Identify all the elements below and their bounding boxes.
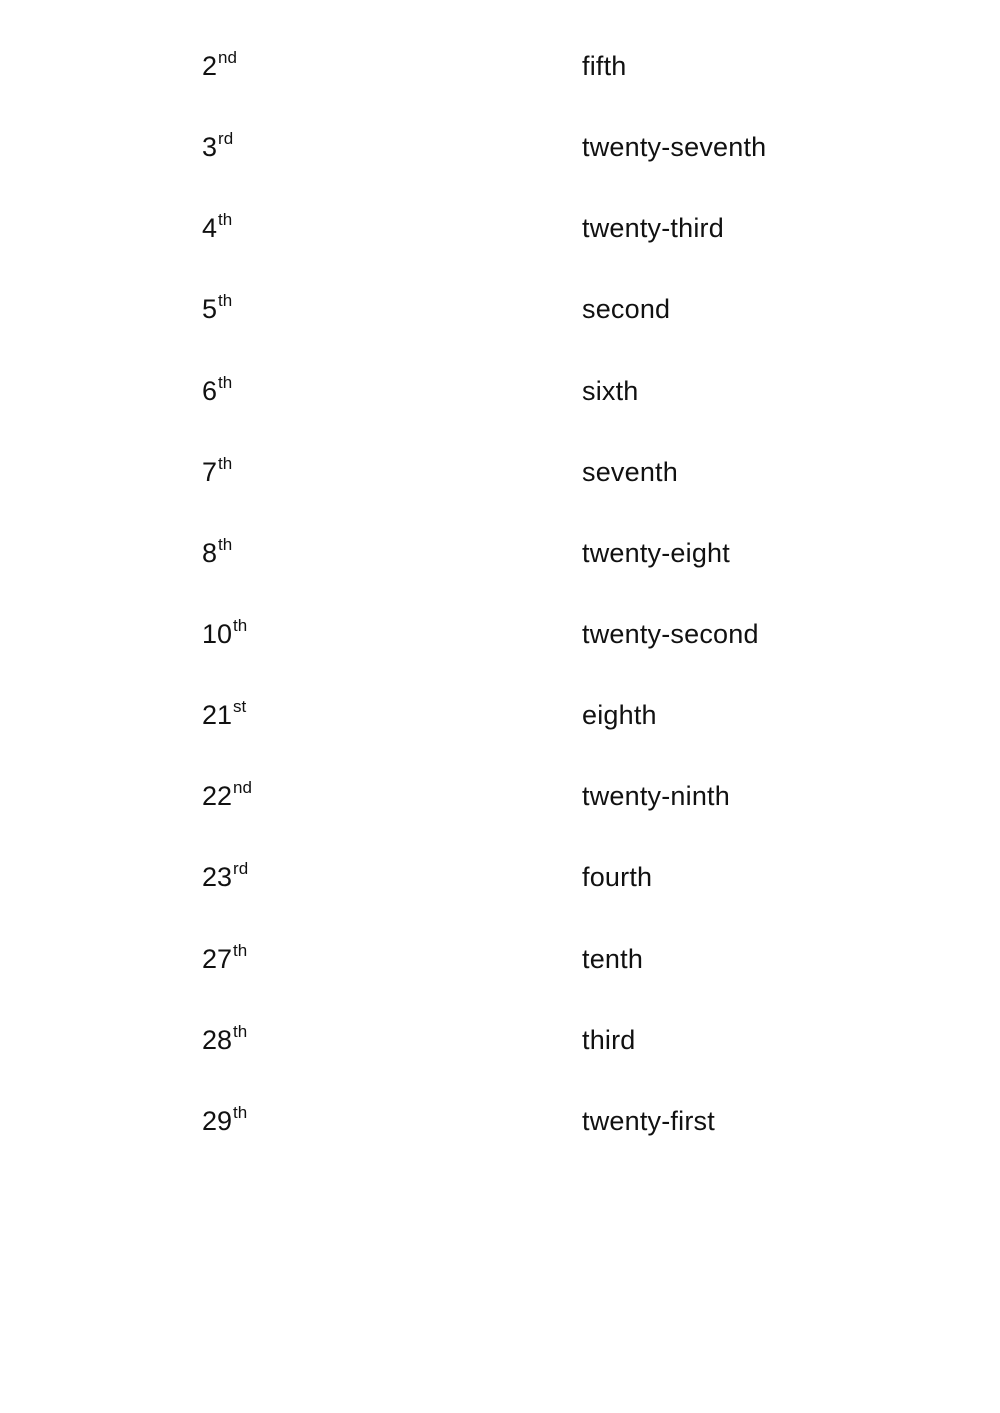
ordinal-digits: 8	[202, 538, 218, 568]
matching-row-9	[0, 695, 1000, 735]
matching-row-10	[0, 776, 1000, 816]
matching-row-1	[0, 46, 1000, 86]
ordinal-suffix: rd	[233, 859, 249, 878]
ordinal-word: twenty-third	[582, 213, 724, 243]
ordinal-suffix: th	[233, 1103, 248, 1122]
matching-row-14	[0, 1101, 1000, 1141]
ordinal-number	[202, 127, 233, 171]
ordinal-number	[202, 857, 248, 901]
ordinal-word: tenth	[582, 944, 644, 974]
ordinal-word: twenty-second	[582, 619, 759, 649]
ordinal-number	[202, 939, 247, 983]
matching-row-3	[0, 208, 1000, 248]
ordinal-digits: 7	[202, 457, 218, 487]
ordinal-word: fourth	[582, 862, 653, 892]
ordinal-suffix: th	[233, 1022, 248, 1041]
ordinal-suffix: st	[233, 697, 247, 716]
ordinal-number	[202, 695, 246, 739]
matching-row-7	[0, 533, 1000, 573]
ordinal-digits: 10	[202, 619, 233, 649]
ordinal-word: twenty-seventh	[582, 132, 767, 162]
ordinal-digits: 4	[202, 213, 218, 243]
matching-row-13	[0, 1020, 1000, 1060]
ordinal-word: second	[582, 294, 671, 324]
ordinal-digits: 27	[202, 944, 233, 974]
ordinal-number	[202, 614, 247, 658]
ordinal-digits: 5	[202, 294, 218, 324]
ordinal-word: twenty-ninth	[582, 781, 730, 811]
ordinal-suffix: th	[233, 616, 248, 635]
ordinal-digits: 28	[202, 1025, 233, 1055]
ordinal-digits: 29	[202, 1106, 233, 1136]
ordinal-digits: 2	[202, 51, 218, 81]
matching-row-11	[0, 857, 1000, 897]
matching-row-8	[0, 614, 1000, 654]
matching-row-5	[0, 371, 1000, 411]
ordinal-number	[202, 371, 232, 415]
ordinal-word: twenty-first	[582, 1106, 715, 1136]
ordinal-suffix: nd	[218, 48, 237, 67]
ordinal-suffix: th	[218, 535, 233, 554]
ordinal-suffix: th	[218, 210, 233, 229]
ordinal-number	[202, 1020, 247, 1064]
ordinal-number	[202, 1101, 247, 1145]
ordinal-digits: 3	[202, 132, 218, 162]
ordinal-number	[202, 776, 252, 820]
ordinal-suffix: th	[233, 941, 248, 960]
ordinal-number	[202, 452, 232, 496]
ordinal-word: seventh	[582, 457, 678, 487]
ordinal-suffix: rd	[218, 129, 234, 148]
ordinal-number	[202, 289, 232, 333]
ordinal-number	[202, 533, 232, 577]
ordinal-digits: 23	[202, 862, 233, 892]
matching-row-4	[0, 289, 1000, 329]
ordinal-word: sixth	[582, 376, 639, 406]
ordinal-digits: 21	[202, 700, 233, 730]
ordinal-digits: 22	[202, 781, 233, 811]
matching-row-12	[0, 939, 1000, 979]
ordinal-suffix: th	[218, 373, 233, 392]
matching-row-2	[0, 127, 1000, 167]
ordinal-word: twenty-eight	[582, 538, 730, 568]
ordinal-suffix: th	[218, 454, 233, 473]
ordinal-suffix: nd	[233, 778, 252, 797]
ordinal-digits: 6	[202, 376, 218, 406]
ordinal-number	[202, 208, 232, 252]
ordinal-word: third	[582, 1025, 636, 1055]
matching-row-6	[0, 452, 1000, 492]
ordinal-number	[202, 46, 237, 90]
ordinal-word: fifth	[582, 51, 627, 81]
ordinal-suffix: th	[218, 291, 233, 310]
ordinal-word: eighth	[582, 700, 657, 730]
